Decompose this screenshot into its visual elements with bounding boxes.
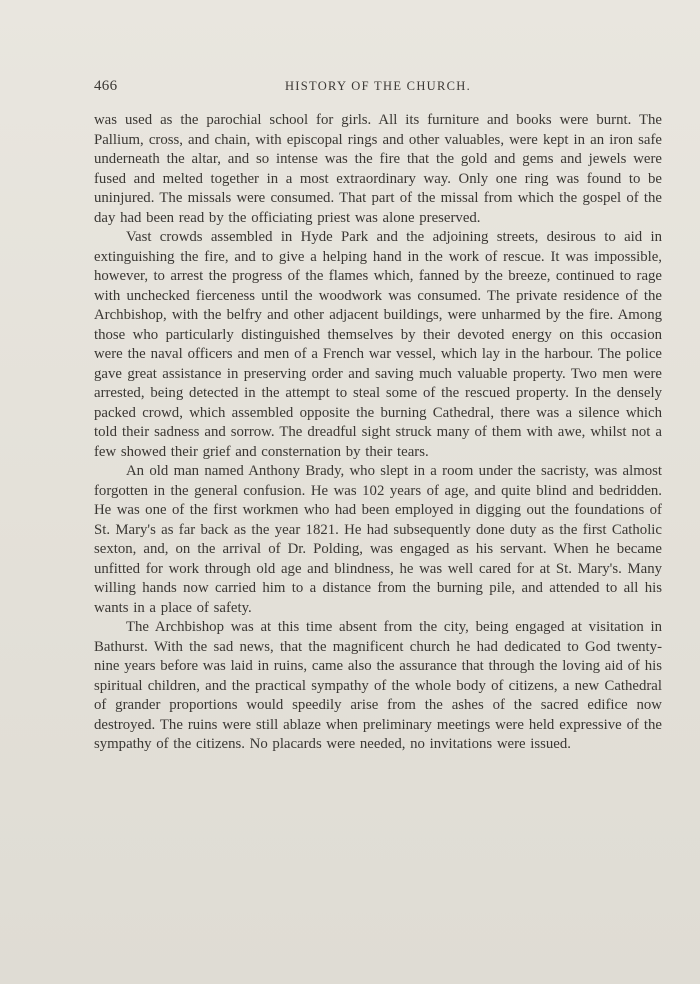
- paragraph-anthony-brady: An old man named Anthony Brady, who slept in a room under the sacristy, was almost forgotten in the general confusion. He was 102 years of age, and quite blind and bedridden. He was one of the first workmen who had been employed in digging out the foundations of St. Mary's as far back as the year 1821. He had subsequently done duty as the first Catholic sexton, and, on the arrival of Dr. Polding, was engaged as his servant. When he became unfitted for work through old age and blindness, he was well cared for at St. Mary's. Many willing hands now carried him to a distance from the burning pile, and attended to all his wants in a place of safety.: [94, 463, 662, 616]
- paragraph-fire-damage: was used as the parochial school for girls. All its furniture and books were burnt. The Pallium, cross, and chain, with episcopal rings and other valuables, were kept in an iron safe underneath the altar, and so intense was the fire that the gold and gems and jewels were fused and melted together in a most extraordinary way. Only one ring was found to be uninjured. The missals were consumed. That part of the missal from which the gospel of the day had been read by the officiating priest was alone preserved.: [94, 112, 662, 226]
- running-head: [94, 78, 662, 98]
- page-number: 466: [94, 78, 118, 94]
- body-text: [94, 111, 662, 755]
- paragraph-archbishop: The Archbishop was at this time absent from the city, being engaged at visitation in Bathurst. With the sad news, that the magnificent church he had dedicated to God twenty-nine years before was laid in ruins, came also the assurance that through the loving aid of his spiritual children, and the practical sympathy of the whole body of citizens, a new Cathedral of grander proportions would speedily arise from the ashes of the sacred edifice now destroyed. The ruins were still ablaze when preliminary meetings were held expressive of the sympathy of the citizens. No placards were needed, no invitations were issued.: [94, 619, 662, 752]
- paragraph-crowds: Vast crowds assembled in Hyde Park and the adjoining streets, desirous to aid in extinguishing the fire, and to give a helping hand in the work of rescue. It was impossible, however, to arrest the progress of the flames which, fanned by the breeze, continued to rage with unchecked fierceness until the woodwork was consumed. The private residence of the Archbishop, with the belfry and other adjacent buildings, were unharmed by the fire. Among those who particularly distinguished themselves by their devoted energy on this occasion were the naval officers and men of a French war vessel, which lay in the harbour. The police gave great assistance in preserving order and saving much valuable property. Two men were arrested, being detected in the attempt to steal some of the rescued property. In the densely packed crowd, which assembled opposite the burning Cathedral, there was a silence which told their sadness and sorrow. The dreadful sight struck many of them with awe, whilst not a few showed their grief and consternation by their tears.: [94, 229, 662, 460]
- running-title: HISTORY OF THE CHURCH.: [284, 79, 472, 93]
